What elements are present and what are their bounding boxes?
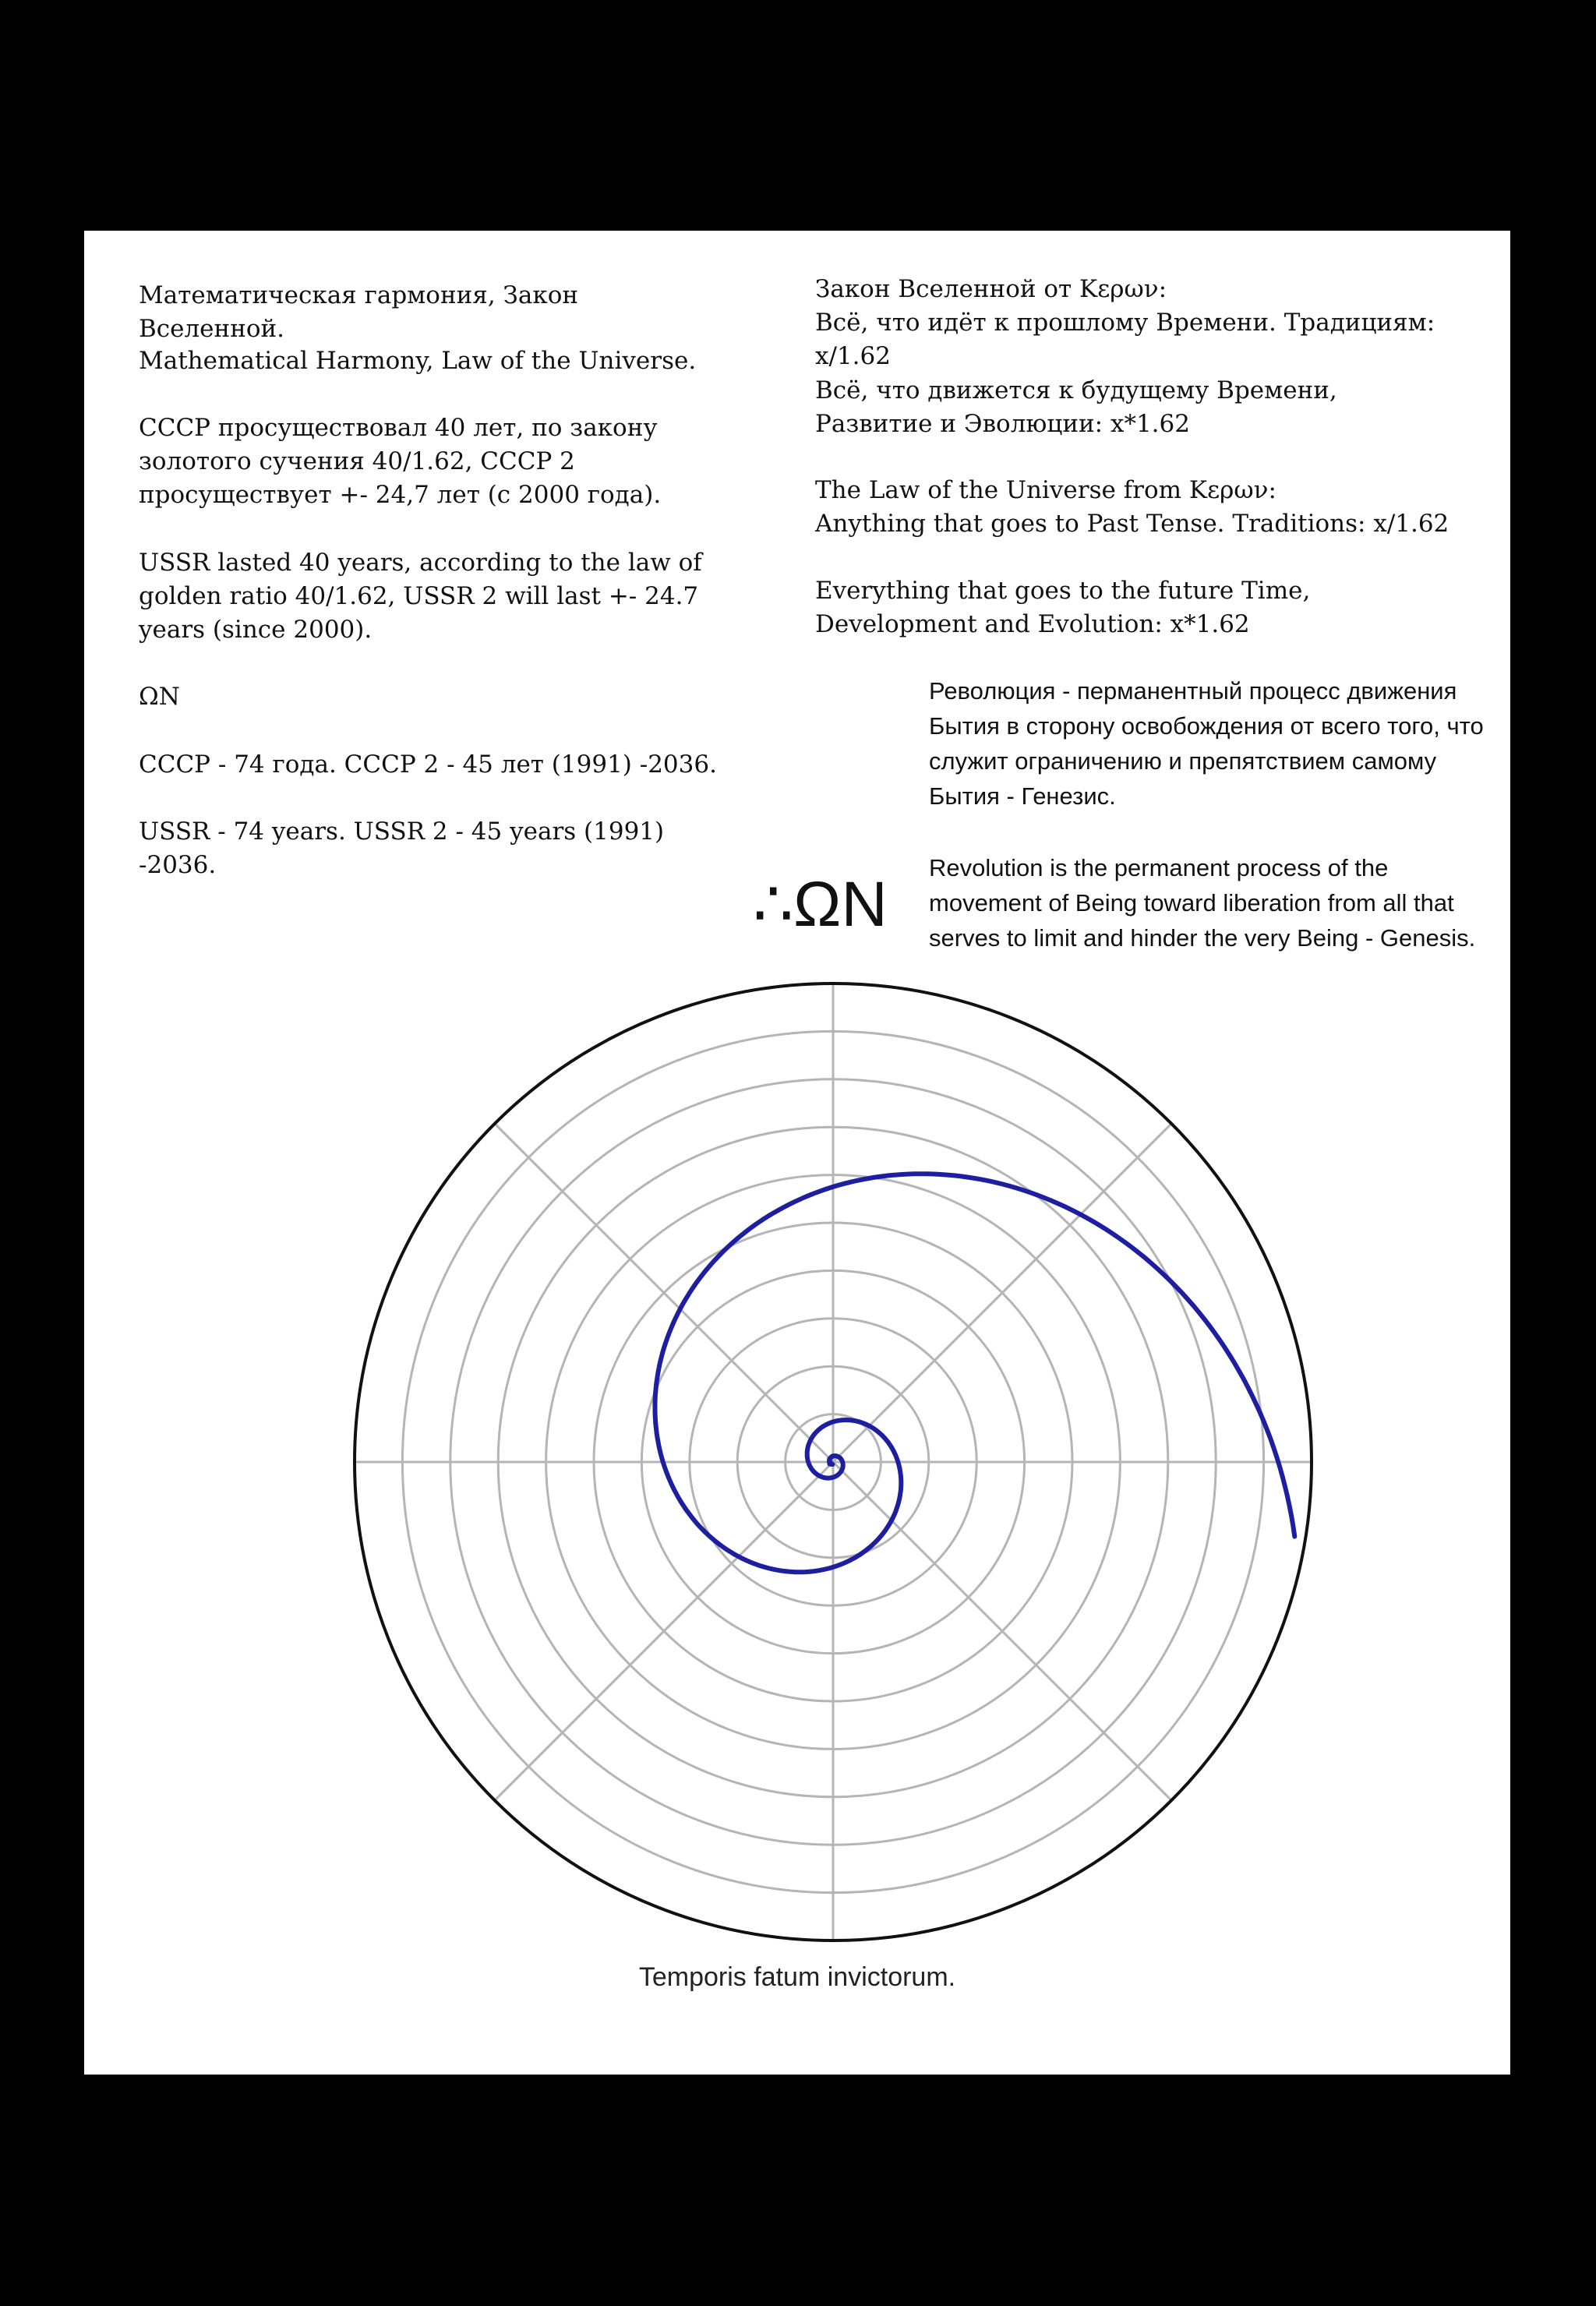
left-heading-en: Mathematical Harmony, Law of the Universe.: [139, 347, 697, 375]
figure-caption: Temporis fatum invictorum.: [638, 1962, 956, 1992]
right-law-past-en: Anything that goes to Past Tense. Traditions: x/1.62: [815, 510, 1449, 538]
grid-spoke: [833, 1462, 1171, 1800]
left-years-en: USSR - 74 years. USSR 2 - 45 years (1991) -2036.: [139, 818, 665, 879]
grid-spoke: [495, 1124, 833, 1462]
right-law-title-ru: Закон Вселенной от Κερων:: [815, 275, 1167, 303]
left-heading-ru: Математическая гармония, Закон Вселенной.: [139, 281, 579, 343]
right-law-past-ru: Всё, что идёт к прошлому Времени. Традициям: x/1.62: [815, 309, 1435, 370]
left-ussr-en: USSR lasted 40 years, according to the law of golden ratio 40/1.62, USSR 2 will last +- 24.7 years (since 2000).: [139, 549, 702, 644]
left-years-ru: СССР - 74 года. СССР 2 - 45 лет (1991) -2036.: [139, 750, 717, 779]
left-omega: ΩN: [139, 683, 180, 711]
document-page: [84, 231, 1510, 2075]
grid-spoke: [495, 1462, 833, 1800]
revolution-text-ru: Революция - перманентный процесс движения Бытия в сторону освобождения от всего того, что служит ограничению и препятствием самому Бытия - Генезис.: [929, 677, 1484, 810]
omega-logo: ∴ΩN: [753, 869, 888, 940]
right-law-title-en: The Law of the Universe from Κερων:: [815, 476, 1276, 504]
right-law-future-ru: Всё, что движется к будущему Времени, Развитие и Эволюции: x*1.62: [815, 376, 1337, 438]
left-ussr-ru: СССР просуществовал 40 лет, по закону золотого сучения 40/1.62, СССР 2 просуществует +- 24,7 лет (с 2000 года).: [139, 414, 662, 509]
polar-spiral-figure: [84, 231, 1510, 2075]
right-law-future-en: Everything that goes to the future Time, Development and Evolution: x*1.62: [815, 577, 1311, 638]
revolution-text-en: Revolution is the permanent process of the movement of Being toward liberation from all that serves to limit and hinder the very Being - Genesis.: [929, 854, 1476, 952]
